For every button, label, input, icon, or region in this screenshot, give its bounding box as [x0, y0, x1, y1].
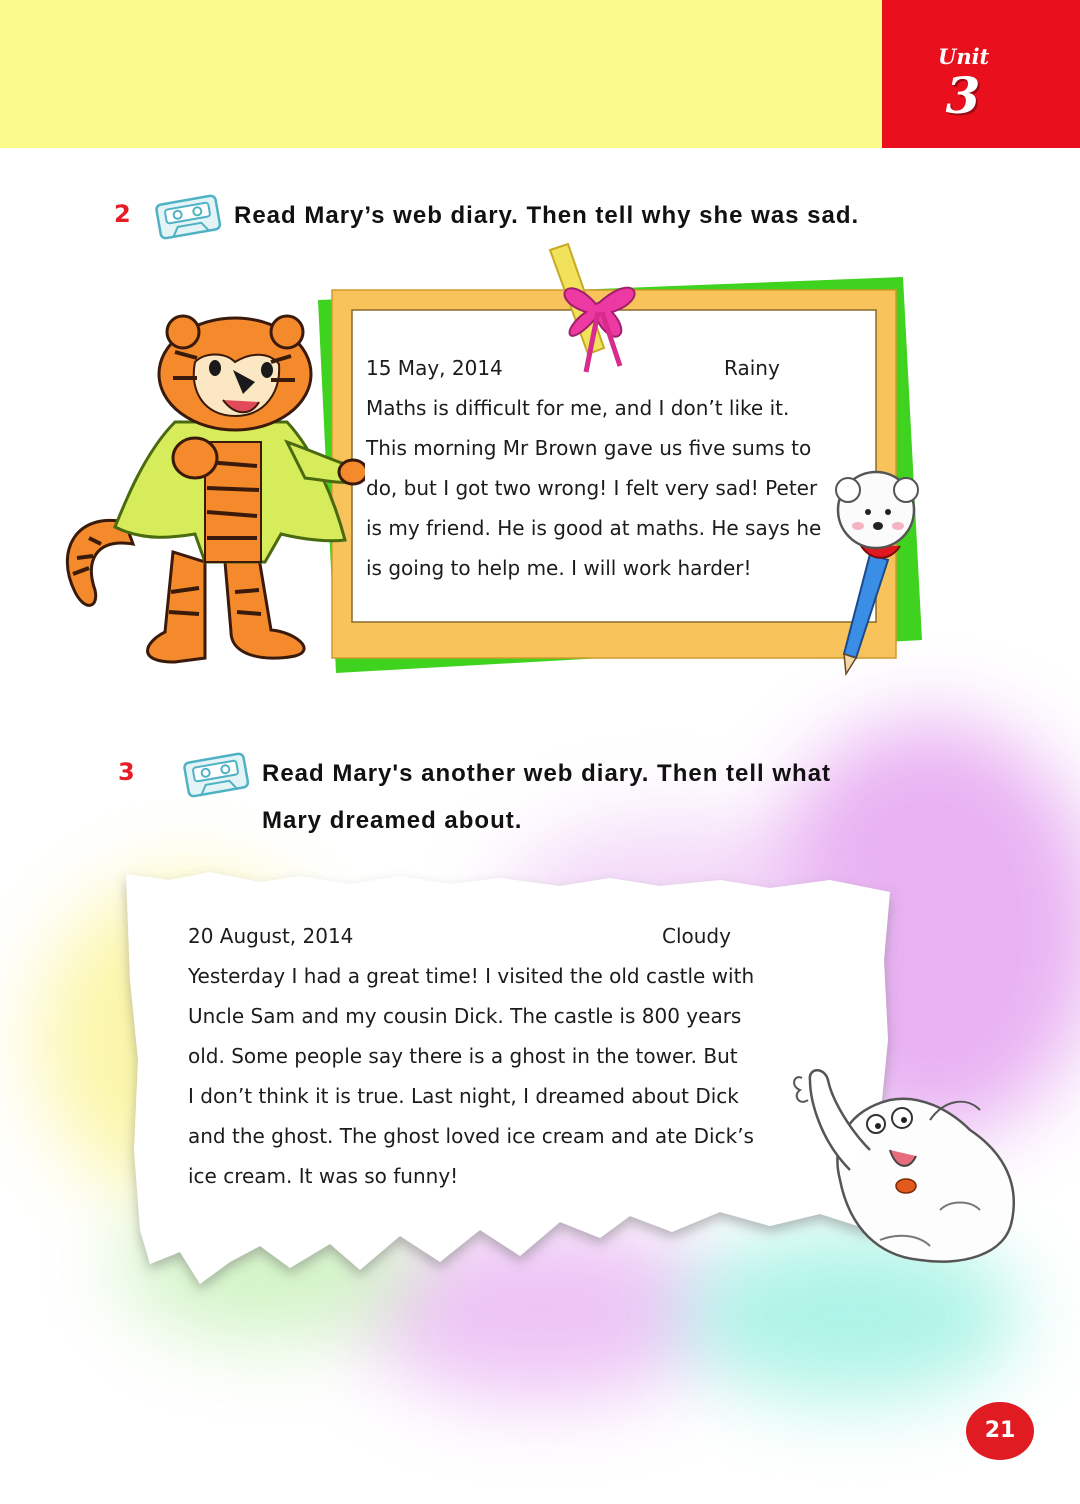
polar-bear-illustration — [780, 1060, 1030, 1266]
diary-1-weather: Rainy — [724, 356, 780, 380]
diary-1-line: is my friend. He is good at maths. He says he — [366, 516, 822, 540]
diary-1-line: This morning Mr Brown gave us five sums to — [366, 436, 812, 460]
cassette-tape-icon — [152, 192, 224, 240]
cassette-tape-icon — [180, 750, 252, 798]
exercise-3-number: 3 — [118, 758, 135, 786]
diary-2-line: Uncle Sam and my cousin Dick. The castle is 800 years — [188, 1004, 742, 1028]
unit-number: 3 — [945, 66, 981, 125]
exercise-2-number: 2 — [114, 200, 131, 228]
diary-1-date: 15 May, 2014 — [366, 356, 503, 380]
tiger-illustration — [55, 312, 365, 678]
unit-label: Unit — [938, 44, 990, 69]
diary-1-line: do, but I got two wrong! I felt very sad! Peter — [366, 476, 818, 500]
exercise-2-instruction: Read Mary’s web diary. Then tell why she was sad. — [234, 202, 860, 229]
diary-2-line: and the ghost. The ghost loved ice cream and ate Dick’s — [188, 1124, 754, 1148]
diary-2-line: Yesterday I had a great time! I visited the old castle with — [188, 964, 755, 988]
diary-2-weather: Cloudy — [662, 924, 731, 948]
diary-1-line: Maths is difficult for me, and I don’t like it. — [366, 396, 790, 420]
diary-2-text — [188, 924, 788, 1194]
diary-2-line: old. Some people say there is a ghost in the tower. But — [188, 1044, 738, 1068]
exercise-3-instruction-line: Read Mary's another web diary. Then tell what — [262, 760, 832, 787]
diary-2-date: 20 August, 2014 — [188, 924, 354, 948]
exercise-3-instruction-line: Mary dreamed about. — [262, 807, 523, 834]
diary-1-line: is going to help me. I will work harder! — [366, 556, 752, 580]
exercise-3-instruction — [262, 750, 831, 844]
diary-1-text — [366, 356, 856, 596]
page-number-badge: 21 — [966, 1402, 1034, 1460]
diary-2-line: ice cream. It was so funny! — [188, 1164, 459, 1188]
diary-2-line: I don’t think it is true. Last night, I dreamed about Dick — [188, 1084, 739, 1108]
